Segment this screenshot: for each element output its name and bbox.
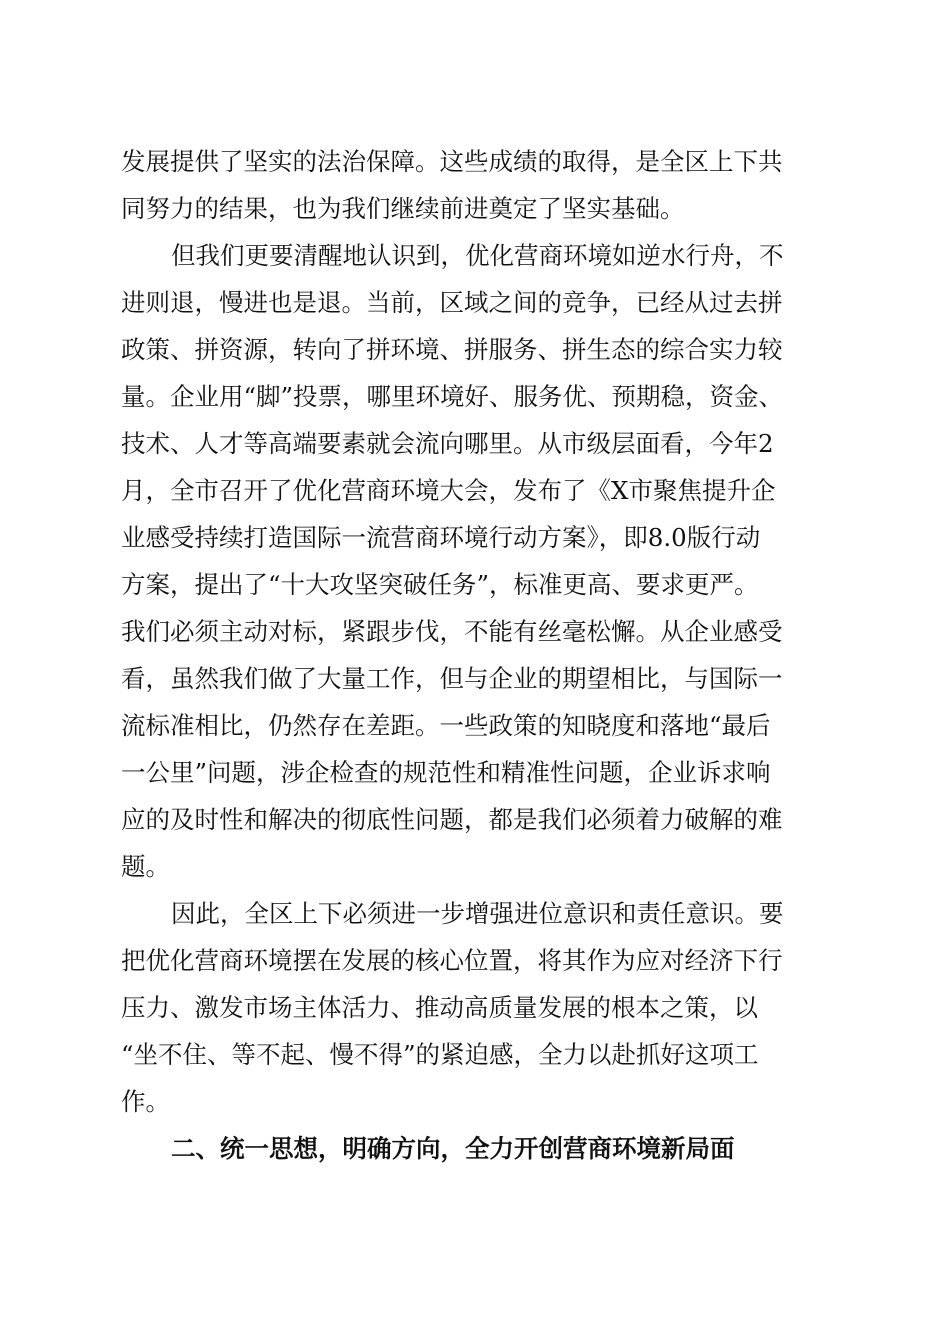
- section-heading: 二、统一思想，明确方向，全力开创营商环境新局面: [171, 1134, 735, 1163]
- text-line: “坐不住、等不起、慢不得”的紧迫感，全力以赴抓好这项工: [121, 1040, 759, 1069]
- text-line: 作。: [121, 1087, 170, 1116]
- text-line: 业感受持续打造国际一流营商环境行动方案》，即8.0版行动: [121, 523, 761, 552]
- text-line: 同努力的结果，也为我们继续前进奠定了坚实基础。: [121, 194, 685, 223]
- text-line: 应的及时性和解决的彻底性问题，都是我们必须着力破解的难: [121, 805, 783, 834]
- text-line: 我们必须主动对标，紧跟步伐，不能有丝毫松懈。从企业感受: [121, 617, 783, 646]
- text-line: 压力、激发市场主体活力、推动高质量发展的根本之策，以: [121, 993, 758, 1022]
- text-line: 因此，全区上下必须进一步增强进位意识和责任意识。要: [171, 899, 784, 928]
- text-line: 技术、人才等高端要素就会流向哪里。从市级层面看，今年2: [121, 429, 774, 458]
- text-line: 看，虽然我们做了大量工作，但与企业的期望相比，与国际一: [121, 664, 783, 693]
- text-line: 流标准相比，仍然存在差距。一些政策的知晓度和落地“最后: [121, 711, 771, 740]
- text-line: 方案，提出了“十大攻坚突破任务”，标准更高、要求更严。: [121, 570, 759, 599]
- text-line: 但我们更要清醒地认识到，优化营商环境如逆水行舟，不: [171, 241, 784, 270]
- text-line: 题。: [121, 852, 170, 881]
- text-line: 月，全市召开了优化营商环境大会，发布了《X市聚焦提升企: [121, 476, 776, 505]
- text-line: 发展提供了坚实的法治保障。这些成绩的取得，是全区上下共: [121, 147, 783, 176]
- text-line: 量。企业用“脚”投票，哪里环境好、服务优、预期稳，资金、: [121, 382, 784, 411]
- text-line: 进则退，慢进也是退。当前，区域之间的竞争，已经从过去拼: [121, 288, 783, 317]
- text-line: 把优化营商环境摆在发展的核心位置，将其作为应对经济下行: [121, 946, 783, 975]
- text-line: 一公里”问题，涉企检查的规范性和精准性问题，企业诉求响: [121, 758, 771, 787]
- text-line: 政策、拼资源，转向了拼环境、拼服务、拼生态的综合实力较: [121, 335, 783, 364]
